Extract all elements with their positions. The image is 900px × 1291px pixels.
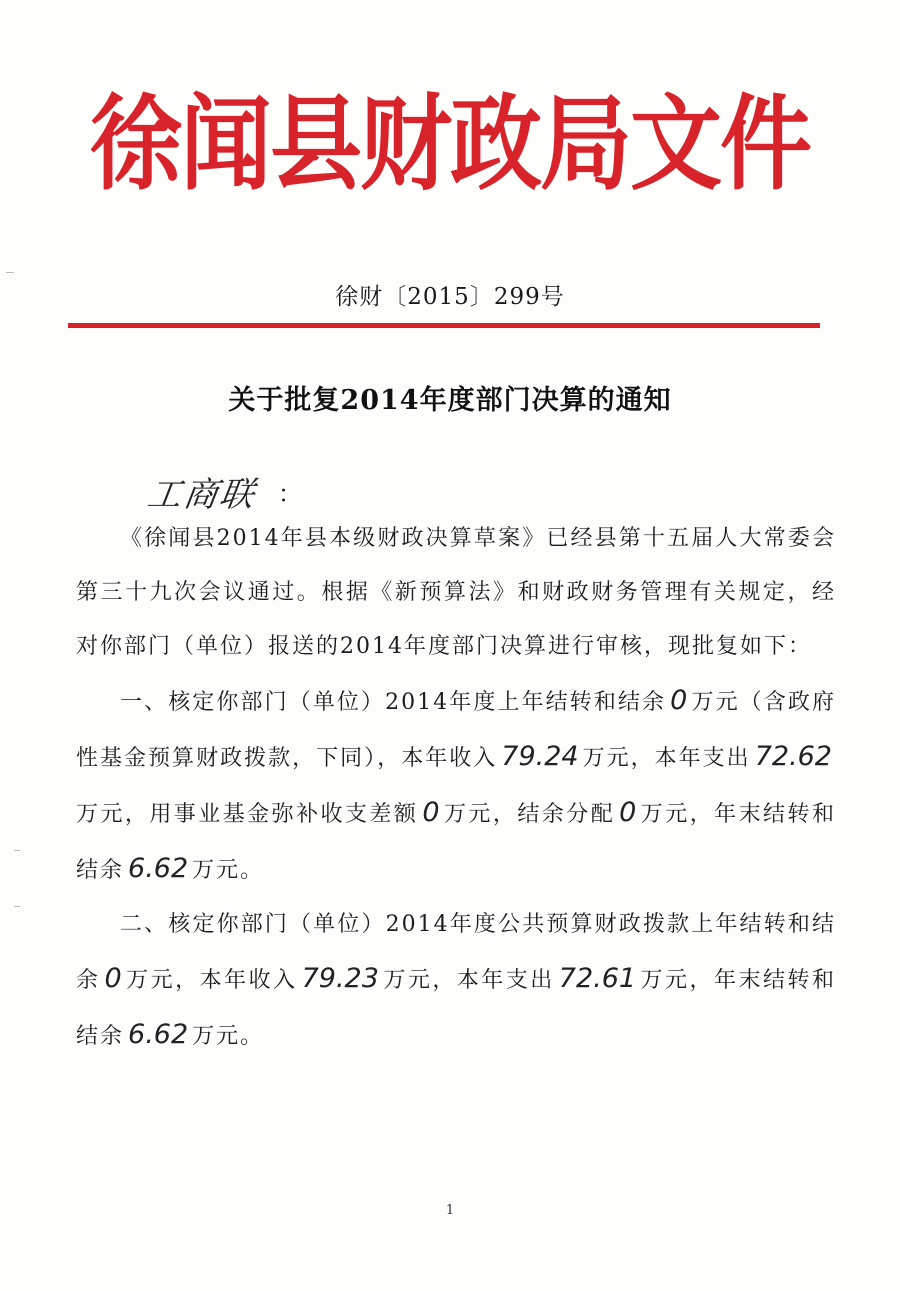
item-two-text-1: 二、核定你部门（单位）2014年度公共预算财政拨款上年结转和结余	[76, 912, 836, 993]
item-one-text-4: 万元，用事业基金弥补收支差额	[76, 802, 419, 827]
handwritten-value-carryover: 0	[670, 685, 688, 716]
handwritten-value-fund-offset: 0	[422, 797, 440, 828]
item-one-text-7: 万元。	[192, 858, 265, 883]
handwritten-value-public-carryover: 0	[104, 963, 122, 994]
item-one-text-3: 万元，本年支出	[582, 746, 751, 771]
item-two-text-5: 万元。	[192, 1024, 265, 1049]
scan-margin-mark	[14, 906, 20, 907]
item-one-text-2: 万元（含政府性基金预算财政拨款，下同），本年收入	[76, 690, 836, 771]
item-two-text-4: 万元，年末结转和结余	[76, 968, 836, 1049]
document-number: 徐财〔2015〕299号	[335, 284, 565, 310]
recipient-line	[144, 466, 302, 516]
item-two-text-2: 万元，本年收入	[125, 968, 298, 993]
recipient-colon: ：	[278, 479, 302, 508]
masthead-title: 徐闻县财政局文件	[89, 84, 810, 205]
paragraph-item-two	[76, 898, 836, 1064]
item-one-text-1: 一、核定你部门（单位）2014年度上年结转和结余	[120, 690, 667, 715]
handwritten-value-expenditure: 72.62	[754, 741, 832, 772]
paragraph-intro: 《徐闻县2014年县本级财政决算草案》已经县第十五届人大常委会第三十九次会议通过。根据《新预算法》和财政财务管理有关规定，经对你部门（单位）报送的2014年度部门决算进行审核，现批复如下：	[76, 526, 836, 659]
item-one-text-5: 万元，结余分配	[443, 802, 616, 827]
handwritten-value-year-end-balance: 6.62	[128, 853, 189, 884]
notice-body	[76, 512, 836, 1064]
handwritten-value-public-income: 79.23	[301, 963, 379, 994]
red-divider-line	[68, 323, 820, 328]
handwritten-value-public-year-end-balance: 6.62	[128, 1019, 189, 1050]
item-two-text-3: 万元，本年支出	[382, 968, 555, 993]
handwritten-value-surplus-distribution: 0	[619, 797, 637, 828]
notice-title: 关于批复2014年度部门决算的通知	[228, 385, 672, 416]
scan-margin-mark	[6, 272, 14, 273]
paragraph-item-one	[76, 674, 836, 898]
page-number: 1	[445, 1203, 455, 1218]
item-one-text-6: 万元，年末结转和结余	[76, 802, 836, 883]
scan-margin-mark	[14, 850, 20, 851]
handwritten-recipient-name: 工商联	[144, 474, 259, 515]
handwritten-value-public-expenditure: 72.61	[558, 963, 637, 994]
handwritten-value-income: 79.24	[501, 741, 579, 772]
